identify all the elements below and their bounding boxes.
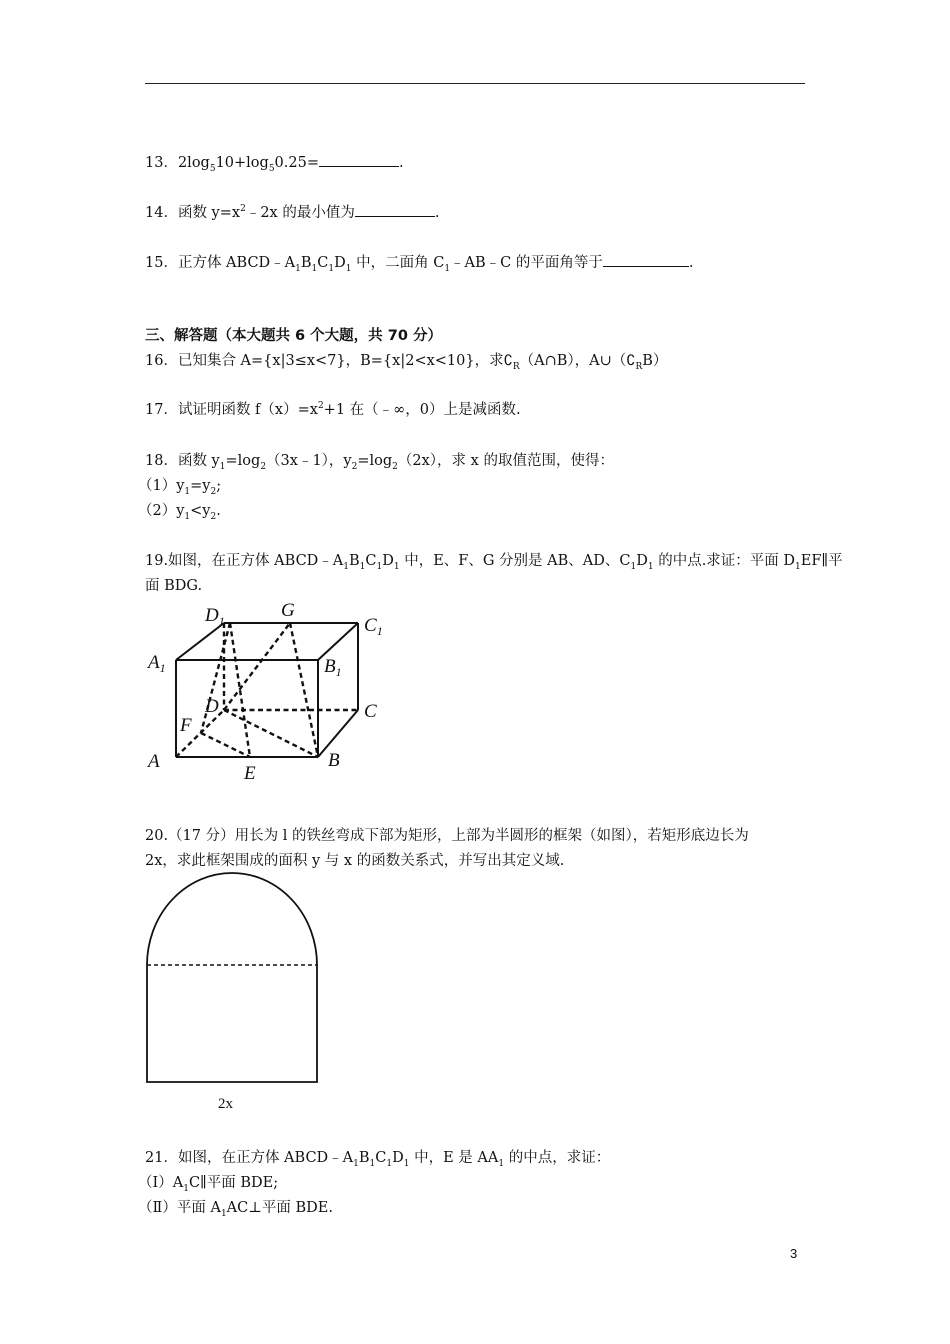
answer-blank[interactable] [319, 152, 399, 167]
svg-text:C: C [364, 701, 377, 722]
question-14: 14．函数 $y=x^2﹣2x$ 的最小值为 . [145, 202, 439, 223]
svg-text:B: B [328, 750, 340, 771]
svg-text:D: D [205, 696, 219, 717]
svg-text:E: E [244, 763, 256, 784]
cube-figure [140, 595, 400, 790]
question-16: 16．已知集合 A={x|3≤x<7}，B={x|2<x<10}，求$∁_R(A\cap B)$，$A\cup(∁_RB)$ [145, 353, 668, 372]
section-heading: 三、解答题（本大题共 6 个大题，共 70 分） [145, 328, 442, 344]
question-19-line-2: 面 BDG. [145, 578, 203, 594]
svg-text:G: G [281, 600, 295, 621]
svg-text:F: F [180, 715, 192, 736]
question-17: 17．试证明函数 $f(x)=x^2+1$ 在（﹣∞，0）上是减函数. [145, 401, 521, 418]
arch-figure [140, 868, 330, 1118]
question-21-part-2: （Ⅱ）平面 $A_1AC\perp$平面 BDE. [138, 1200, 333, 1219]
svg-text:C1: $C_1$ [364, 615, 383, 638]
svg-text:B1: $B_1$ [324, 656, 342, 679]
question-13: 13．$2\log_510+\log_50.25=$ . [145, 152, 404, 173]
question-18-part-1: $(1)y_1=y_2$; [138, 478, 222, 497]
svg-text:D1: $D_1$ [205, 605, 225, 628]
svg-text:A1: $A_1$ [148, 652, 166, 675]
question-21: 21．如图，在正方体 $ABCD﹣A_1B_1C_1D_1$ 中，E 是 $AA_1$ 的中点，求证： [145, 1150, 611, 1169]
base-length-label: 2x [218, 1096, 233, 1112]
question-15: 15．正方体 $ABCD﹣A_1B_1C_1D_1$ 中，二面角 $C_1﹣AB﹣C$ 的平面角等于 . [145, 252, 694, 273]
page-number: 3 [790, 1246, 798, 1261]
svg-text:A: A [148, 751, 160, 772]
question-20-line-2: 2x，求此框架围成的面积 y 与 x 的函数关系式，并写出其定义域. [145, 853, 565, 869]
question-18-part-2: $(2)y_1<y_2$. [138, 503, 221, 522]
question-21-part-1: $(Ⅰ)A_1C\parallel$平面 BDE; [138, 1175, 279, 1194]
question-18: 18．函数 $y_1=\log_2(3x﹣1)$，$y_2=\log_2(2x)$，求 x 的取值范围，使得： [145, 453, 614, 472]
answer-blank[interactable] [603, 252, 689, 267]
header-rule [145, 83, 805, 84]
question-20: 20.（17 分）用长为 l 的铁丝弯成下部为矩形，上部为半圆形的框架（如图），若矩形底边长为 [145, 828, 749, 844]
question-19: 19.如图，在正方体 $ABCD﹣A_1B_1C_1D_1$ 中，E、F、G 分别是 AB、AD、$C_1D_1$ 的中点.求证：平面 $D_1EF\parallel$平 [145, 553, 843, 572]
answer-blank[interactable] [355, 202, 435, 217]
